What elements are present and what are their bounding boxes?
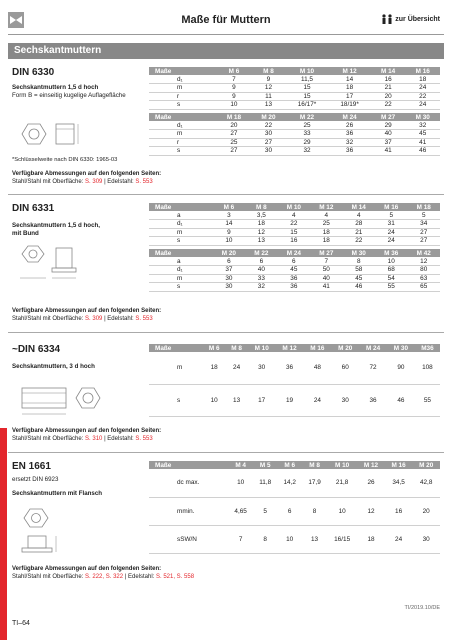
table-cell: 42,8 bbox=[412, 469, 440, 497]
table-cell: 36 bbox=[278, 283, 310, 292]
din6331-title: DIN 6331 bbox=[12, 203, 55, 214]
din6330-stainless-link[interactable]: S. 553 bbox=[135, 179, 153, 185]
table-cell: 17 bbox=[248, 384, 276, 416]
table-cell: 24 bbox=[385, 525, 413, 553]
overview-label: zur Übersicht bbox=[395, 15, 440, 23]
table-cell: 13 bbox=[245, 237, 277, 246]
column-header: Maße bbox=[149, 113, 217, 121]
table-cell: 29 bbox=[286, 138, 329, 147]
column-header: M 18 bbox=[217, 113, 252, 121]
table-cell: 4 bbox=[310, 211, 342, 220]
table-cell: 36 bbox=[276, 352, 304, 384]
column-header: M 30 bbox=[387, 344, 415, 352]
table-cell: 50 bbox=[310, 266, 342, 275]
row-label: sSW/N bbox=[149, 525, 228, 553]
table-cell: 40 bbox=[310, 274, 342, 283]
table-cell: 30 bbox=[412, 525, 440, 553]
table-row bbox=[149, 147, 440, 156]
table-cell: 15 bbox=[286, 92, 329, 101]
table-cell: 27 bbox=[407, 228, 440, 237]
column-header: M 12 bbox=[328, 67, 371, 75]
din6330-note: *Schlüsselweite nach DIN 6330: 1965-03 bbox=[12, 157, 118, 163]
table-cell: 5 bbox=[375, 211, 407, 220]
table-cell: 5 bbox=[253, 497, 277, 525]
table-cell: 4 bbox=[343, 211, 375, 220]
table-cell: 41 bbox=[310, 283, 342, 292]
table-cell: 16/15 bbox=[327, 525, 357, 553]
column-header: M 8 bbox=[245, 203, 277, 211]
table-cell: 55 bbox=[415, 384, 440, 416]
en1661-drawing-icon bbox=[16, 506, 76, 558]
din6334-availability: Verfügbare Abmessungen auf den folgenden Seiten: Stahl/Stahl mit Oberfläche: S. 310 | Edelstahl: S. 553 bbox=[12, 428, 162, 442]
table-cell: 32 bbox=[328, 138, 371, 147]
table-cell: 63 bbox=[407, 274, 440, 283]
row-label: m bbox=[149, 352, 203, 384]
table-cell: 20 bbox=[217, 121, 252, 130]
column-header: M 16 bbox=[385, 461, 413, 469]
table-cell: 6 bbox=[245, 257, 277, 266]
table-cell: 10 bbox=[375, 257, 407, 266]
table-cell: 6 bbox=[213, 257, 245, 266]
table-cell: 12 bbox=[407, 257, 440, 266]
column-header: Maße bbox=[149, 203, 213, 211]
table-cell: 7 bbox=[217, 75, 252, 84]
table-row bbox=[149, 257, 440, 266]
table-cell: 24 bbox=[375, 228, 407, 237]
column-header: Maße bbox=[149, 461, 228, 469]
table-cell: 37 bbox=[371, 138, 406, 147]
din6331-availability: Verfügbare Abmessungen auf den folgenden Seiten: Stahl/Stahl mit Oberfläche: S. 309 | Edelstahl: S. 553 bbox=[12, 308, 162, 322]
table-cell: 68 bbox=[375, 266, 407, 275]
table-cell: 65 bbox=[407, 283, 440, 292]
din6330-drawing-icon bbox=[16, 118, 96, 150]
table-cell: 36 bbox=[328, 130, 371, 139]
table-cell: 27 bbox=[251, 138, 286, 147]
table-row bbox=[149, 469, 440, 497]
table-cell: 21 bbox=[343, 228, 375, 237]
column-header: M 6 bbox=[213, 203, 245, 211]
table-cell: 10 bbox=[228, 469, 253, 497]
table-cell: 55 bbox=[375, 283, 407, 292]
table-cell: 72 bbox=[359, 352, 387, 384]
table-cell: 22 bbox=[251, 121, 286, 130]
table-cell: 22 bbox=[371, 101, 406, 110]
en1661-stainless-link[interactable]: S. 521, S. 558 bbox=[156, 574, 195, 580]
en1661-description: Sechskantmuttern mit Flansch bbox=[12, 490, 103, 497]
table-cell: 18 bbox=[357, 525, 385, 553]
table-cell: 32 bbox=[286, 147, 329, 156]
column-header: M36 bbox=[415, 344, 440, 352]
column-header: M 6 bbox=[203, 344, 225, 352]
table-cell: 7 bbox=[310, 257, 342, 266]
table-row bbox=[149, 75, 440, 84]
row-label: mmin. bbox=[149, 497, 228, 525]
row-label: dc max. bbox=[149, 469, 228, 497]
table-cell: 30 bbox=[251, 130, 286, 139]
table-cell: 18 bbox=[310, 237, 342, 246]
column-header: M 5 bbox=[253, 461, 277, 469]
column-header: Maße bbox=[149, 67, 217, 75]
table-cell: 28 bbox=[343, 220, 375, 229]
table-cell: 40 bbox=[245, 266, 277, 275]
table-row bbox=[149, 384, 440, 416]
din6331-description: Sechskantmuttern 1,5 d hoch, mit Bund bbox=[12, 222, 101, 237]
table-cell: 37 bbox=[213, 266, 245, 275]
column-header: M 16 bbox=[375, 203, 407, 211]
table-cell: 9 bbox=[217, 84, 252, 93]
column-header: M 12 bbox=[357, 461, 385, 469]
din6331-stainless-link[interactable]: S. 553 bbox=[135, 316, 153, 322]
table-cell: 26 bbox=[357, 469, 385, 497]
table-cell: 9 bbox=[217, 92, 252, 101]
table-cell: 27 bbox=[407, 237, 440, 246]
column-header: M 12 bbox=[276, 344, 304, 352]
column-header: M 10 bbox=[286, 67, 329, 75]
row-label: d₁ bbox=[149, 75, 217, 84]
column-header: Maße bbox=[149, 344, 203, 352]
column-header: M 6 bbox=[217, 67, 252, 75]
table-cell: 22 bbox=[278, 220, 310, 229]
table-cell: 18 bbox=[203, 352, 225, 384]
table-cell: 41 bbox=[371, 147, 406, 156]
table-cell: 3,5 bbox=[245, 211, 277, 220]
column-header: M 24 bbox=[278, 249, 310, 257]
people-icon bbox=[381, 14, 393, 24]
table-cell: 17 bbox=[328, 92, 371, 101]
column-header: M 12 bbox=[310, 203, 342, 211]
table-cell: 10 bbox=[277, 525, 302, 553]
column-header: M 18 bbox=[407, 203, 440, 211]
table-cell: 12 bbox=[245, 228, 277, 237]
red-side-bar bbox=[0, 428, 7, 640]
table-row bbox=[149, 274, 440, 283]
table-cell: 8 bbox=[302, 497, 327, 525]
header-divider bbox=[8, 34, 444, 35]
table-cell: 80 bbox=[407, 266, 440, 275]
row-label: m bbox=[149, 274, 213, 283]
document-code: TI/2019.10/DE bbox=[404, 605, 440, 611]
table-row bbox=[149, 237, 440, 246]
din6334-steel-link[interactable]: S. 310 bbox=[85, 436, 103, 442]
table-cell: 30 bbox=[213, 274, 245, 283]
table-cell: 33 bbox=[245, 274, 277, 283]
table-cell: 10 bbox=[203, 384, 225, 416]
table-row bbox=[149, 121, 440, 130]
table-cell: 18/19* bbox=[328, 101, 371, 110]
divider bbox=[8, 194, 444, 195]
table-cell: 24 bbox=[405, 84, 440, 93]
column-header: M 22 bbox=[245, 249, 277, 257]
table-cell: 20 bbox=[371, 92, 406, 101]
divider bbox=[8, 332, 444, 333]
table-cell: 36 bbox=[359, 384, 387, 416]
row-label: a bbox=[149, 211, 213, 220]
row-label: m bbox=[149, 130, 217, 139]
row-label: r bbox=[149, 92, 217, 101]
din6330-table bbox=[149, 67, 440, 156]
table-cell: 24 bbox=[225, 352, 247, 384]
table-cell: 21,8 bbox=[327, 469, 357, 497]
table-cell: 34 bbox=[407, 220, 440, 229]
column-header: M 42 bbox=[407, 249, 440, 257]
table-cell: 34,5 bbox=[385, 469, 413, 497]
row-label: s bbox=[149, 384, 203, 416]
table-cell: 17,9 bbox=[302, 469, 327, 497]
table-cell: 25 bbox=[217, 138, 252, 147]
table-cell: 24 bbox=[303, 384, 331, 416]
table-cell: 60 bbox=[331, 352, 359, 384]
table-cell: 22 bbox=[405, 92, 440, 101]
table-cell: 45 bbox=[278, 266, 310, 275]
table-cell: 19 bbox=[276, 384, 304, 416]
column-header: M 30 bbox=[343, 249, 375, 257]
column-header: M 4 bbox=[228, 461, 253, 469]
table-cell: 36 bbox=[278, 274, 310, 283]
din6331-drawing-icon bbox=[16, 244, 106, 284]
table-cell: 13 bbox=[225, 384, 247, 416]
table-cell: 16 bbox=[371, 75, 406, 84]
table-cell: 16 bbox=[385, 497, 413, 525]
column-header: M 27 bbox=[371, 113, 406, 121]
column-header: M 36 bbox=[375, 249, 407, 257]
table-row bbox=[149, 352, 440, 384]
row-label: s bbox=[149, 237, 213, 246]
table-cell: 10 bbox=[213, 237, 245, 246]
table-cell: 12 bbox=[251, 84, 286, 93]
column-header: M 14 bbox=[371, 67, 406, 75]
overview-link[interactable] bbox=[381, 14, 440, 24]
table-cell: 41 bbox=[405, 138, 440, 147]
column-header: M 20 bbox=[213, 249, 245, 257]
column-header: M 24 bbox=[359, 344, 387, 352]
table-cell: 14,2 bbox=[277, 469, 302, 497]
din6334-table bbox=[149, 344, 440, 417]
din6331-table bbox=[149, 203, 440, 292]
row-label: r bbox=[149, 138, 217, 147]
row-label: m bbox=[149, 228, 213, 237]
table-row bbox=[149, 283, 440, 292]
table-cell: 20 bbox=[412, 497, 440, 525]
table-cell: 9 bbox=[213, 228, 245, 237]
table-cell: 46 bbox=[387, 384, 415, 416]
table-cell: 18 bbox=[310, 228, 342, 237]
en1661-title: EN 1661 bbox=[12, 461, 51, 472]
table-cell: 90 bbox=[387, 352, 415, 384]
table-row bbox=[149, 220, 440, 229]
table-cell: 30 bbox=[248, 352, 276, 384]
column-header: M 27 bbox=[310, 249, 342, 257]
column-header: M 14 bbox=[343, 203, 375, 211]
row-label: a bbox=[149, 257, 213, 266]
table-cell: 46 bbox=[343, 283, 375, 292]
table-cell: 25 bbox=[286, 121, 329, 130]
table-row bbox=[149, 525, 440, 553]
row-label: d₁ bbox=[149, 121, 217, 130]
table-cell: 27 bbox=[217, 130, 252, 139]
table-cell: 18 bbox=[405, 75, 440, 84]
en1661-subtitle: ersetzt DIN 6923 bbox=[12, 476, 59, 483]
table-cell: 29 bbox=[371, 121, 406, 130]
table-cell: 8 bbox=[253, 525, 277, 553]
table-cell: 10 bbox=[217, 101, 252, 110]
table-cell: 18 bbox=[328, 84, 371, 93]
table-cell: 11,5 bbox=[286, 75, 329, 84]
din6330-description: Sechskantmuttern 1,5 d hoch Form B = einseitig kugelige Auflagefläche bbox=[12, 84, 126, 99]
table-cell: 4,65 bbox=[228, 497, 253, 525]
en1661-availability: Verfügbare Abmessungen auf den folgenden Seiten: Stahl/Stahl mit Oberfläche: S. 222, S. 322 | Edelstahl: S. 521, S. 558 bbox=[12, 566, 195, 580]
column-header: M 10 bbox=[248, 344, 276, 352]
table-cell: 30 bbox=[331, 384, 359, 416]
column-header: M 8 bbox=[225, 344, 247, 352]
page-number: TI–64 bbox=[12, 620, 30, 627]
row-label: s bbox=[149, 283, 213, 292]
column-header: M 10 bbox=[278, 203, 310, 211]
column-header: M 20 bbox=[251, 113, 286, 121]
table-cell: 48 bbox=[303, 352, 331, 384]
table-cell: 14 bbox=[328, 75, 371, 84]
din6334-title: ~DIN 6334 bbox=[12, 344, 61, 355]
table-row bbox=[149, 211, 440, 220]
table-cell: 13 bbox=[251, 101, 286, 110]
table-cell: 27 bbox=[217, 147, 252, 156]
table-cell: 18 bbox=[245, 220, 277, 229]
table-cell: 26 bbox=[328, 121, 371, 130]
table-row bbox=[149, 228, 440, 237]
table-cell: 108 bbox=[415, 352, 440, 384]
table-row bbox=[149, 101, 440, 110]
din6334-description: Sechskantmuttern, 3 d hoch bbox=[12, 363, 95, 370]
table-row bbox=[149, 130, 440, 139]
table-cell: 12 bbox=[357, 497, 385, 525]
column-header: M 8 bbox=[251, 67, 286, 75]
table-cell: 30 bbox=[213, 283, 245, 292]
table-cell: 13 bbox=[302, 525, 327, 553]
table-cell: 46 bbox=[405, 147, 440, 156]
column-header: M 16 bbox=[303, 344, 331, 352]
row-label: d₁ bbox=[149, 220, 213, 229]
table-cell: 16/17* bbox=[286, 101, 329, 110]
table-row bbox=[149, 266, 440, 275]
en1661-steel-link[interactable]: S. 222, S. 322 bbox=[85, 574, 124, 580]
row-label: m bbox=[149, 84, 217, 93]
table-cell: 9 bbox=[251, 75, 286, 84]
row-label: s bbox=[149, 101, 217, 110]
column-header: M 30 bbox=[405, 113, 440, 121]
table-cell: 4 bbox=[278, 211, 310, 220]
table-cell: 10 bbox=[327, 497, 357, 525]
table-cell: 45 bbox=[343, 274, 375, 283]
divider bbox=[8, 452, 444, 453]
row-label: s bbox=[149, 147, 217, 156]
en1661-table bbox=[149, 461, 440, 554]
column-header: M 20 bbox=[331, 344, 359, 352]
table-cell: 54 bbox=[375, 274, 407, 283]
din6330-title: DIN 6330 bbox=[12, 67, 55, 78]
table-cell: 11,8 bbox=[253, 469, 277, 497]
table-cell: 3 bbox=[213, 211, 245, 220]
table-cell: 45 bbox=[405, 130, 440, 139]
table-cell: 6 bbox=[277, 497, 302, 525]
table-cell: 15 bbox=[278, 228, 310, 237]
column-header: M 22 bbox=[286, 113, 329, 121]
table-cell: 22 bbox=[343, 237, 375, 246]
din6334-drawing-icon bbox=[16, 384, 106, 420]
table-cell: 24 bbox=[375, 237, 407, 246]
column-header: M 8 bbox=[302, 461, 327, 469]
column-header: M 16 bbox=[405, 67, 440, 75]
table-cell: 30 bbox=[251, 147, 286, 156]
table-cell: 58 bbox=[343, 266, 375, 275]
table-cell: 15 bbox=[286, 84, 329, 93]
table-cell: 16 bbox=[278, 237, 310, 246]
table-row bbox=[149, 497, 440, 525]
table-row bbox=[149, 84, 440, 93]
table-row bbox=[149, 92, 440, 101]
section-heading: Sechskantmuttern bbox=[8, 43, 444, 59]
table-row bbox=[149, 138, 440, 147]
table-cell: 31 bbox=[375, 220, 407, 229]
table-cell: 8 bbox=[343, 257, 375, 266]
column-header: M 6 bbox=[277, 461, 302, 469]
table-cell: 33 bbox=[286, 130, 329, 139]
table-cell: 32 bbox=[245, 283, 277, 292]
page-title: Maße für Muttern bbox=[181, 14, 271, 26]
din6334-stainless-link[interactable]: S. 553 bbox=[135, 436, 153, 442]
column-header: M 10 bbox=[327, 461, 357, 469]
din6330-steel-link[interactable]: S. 309 bbox=[85, 179, 103, 185]
table-cell: 24 bbox=[405, 101, 440, 110]
table-cell: 36 bbox=[328, 147, 371, 156]
table-cell: 5 bbox=[407, 211, 440, 220]
column-header: M 24 bbox=[328, 113, 371, 121]
table-cell: 21 bbox=[371, 84, 406, 93]
din6330-availability: Verfügbare Abmessungen auf den folgenden Seiten: Stahl/Stahl mit Oberfläche: S. 309 | Edelstahl: S. 553 bbox=[12, 171, 162, 185]
table-cell: 11 bbox=[251, 92, 286, 101]
table-cell: 40 bbox=[371, 130, 406, 139]
din6331-steel-link[interactable]: S. 309 bbox=[85, 316, 103, 322]
column-header: M 20 bbox=[412, 461, 440, 469]
table-cell: 14 bbox=[213, 220, 245, 229]
row-label: d₁ bbox=[149, 266, 213, 275]
table-cell: 25 bbox=[310, 220, 342, 229]
table-cell: 6 bbox=[278, 257, 310, 266]
table-cell: 32 bbox=[405, 121, 440, 130]
column-header: Maße bbox=[149, 249, 213, 257]
table-cell: 7 bbox=[228, 525, 253, 553]
